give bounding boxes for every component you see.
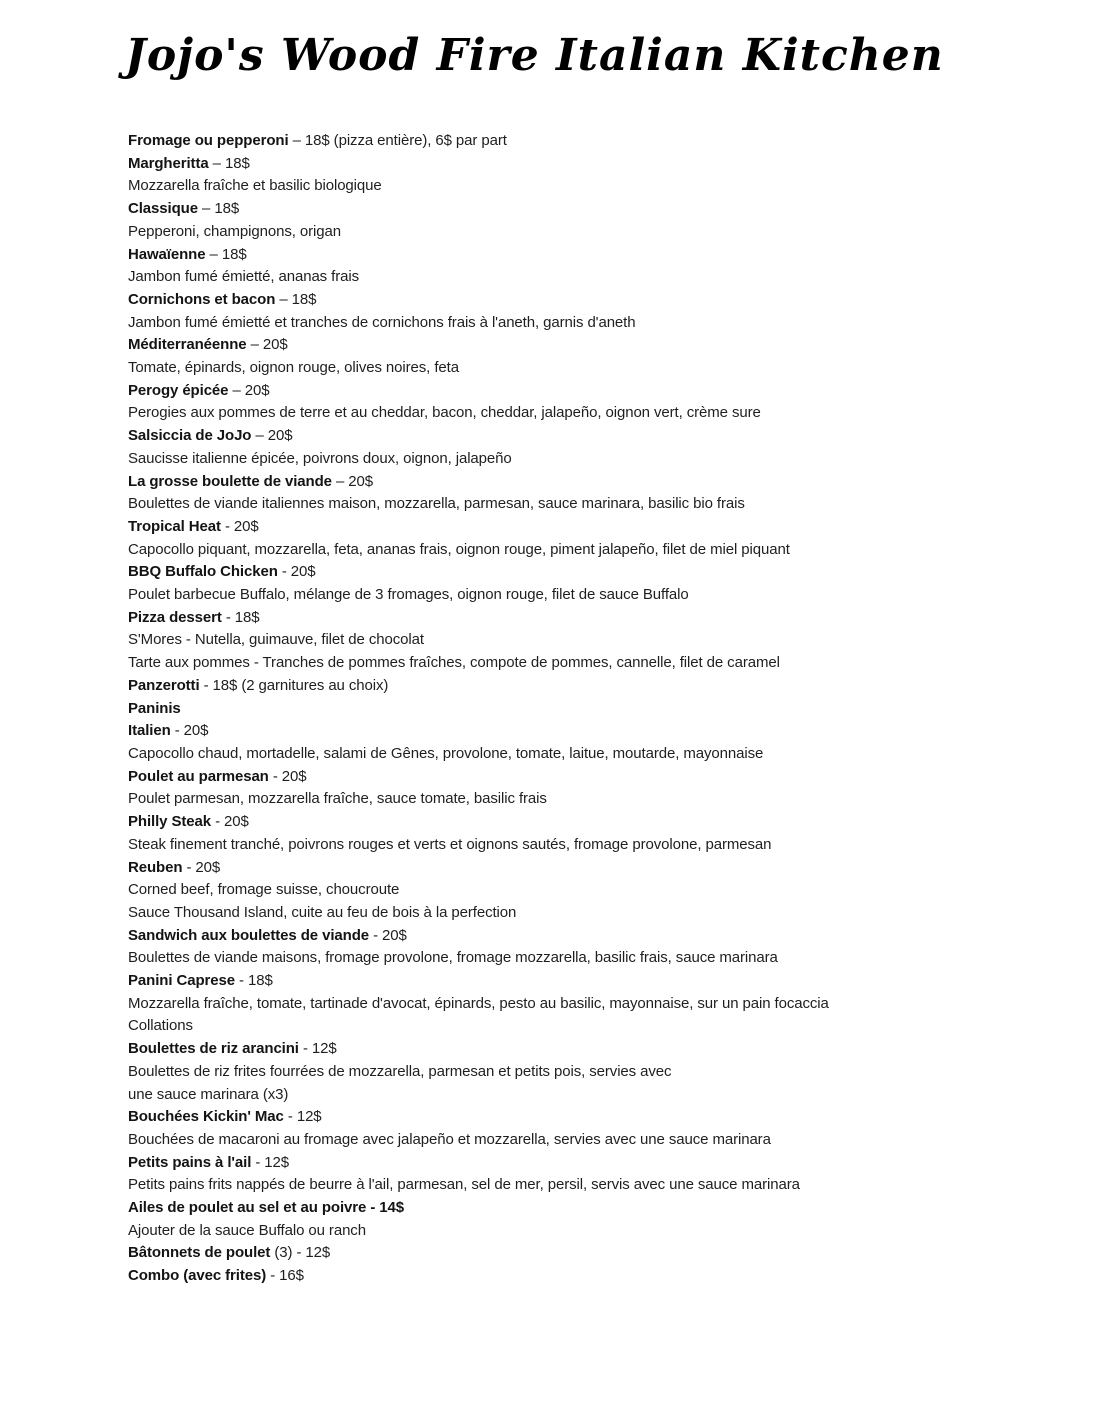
menu-line [128,811,928,834]
menu-line [128,561,928,584]
item-detail: Tarte aux pommes - Tranches de pommes fraîches, compote de pommes, cannelle, filet de caramel [128,654,780,672]
item-detail: Jambon fumé émietté, ananas frais [128,268,359,286]
item-detail: – 18$ [208,154,250,172]
item-detail: - 20$ [268,767,307,785]
menu-line [128,471,928,494]
item-detail: Bouchées de macaroni au fromage avec jalapeño et mozzarella, servies avec une sauce marinara [128,1130,771,1148]
item-name: Perogy épicée [128,381,229,399]
item-detail: – 18$ [197,200,240,218]
menu-line [128,584,928,607]
item-name: Bouchées Kickin' Mac [128,1108,284,1126]
menu-line [128,675,928,698]
item-name: Panzerotti [128,676,200,694]
item-detail: Pepperoni, champignons, origan [128,222,341,240]
menu-line [128,766,928,789]
menu-line [128,130,928,153]
item-name: - 14$ [366,1199,405,1217]
menu-line [128,153,928,176]
menu-line [128,493,928,516]
item-detail: Poulet parmesan, mozzarella fraîche, sauce tomate, basilic frais [128,790,547,808]
menu-line [128,879,928,902]
item-detail: - 18$ [234,972,273,990]
menu-line [128,312,928,335]
menu-line [128,743,928,766]
menu-line [128,402,928,425]
item-detail: - 20$ [277,563,316,581]
item-name: Reuben [128,858,183,876]
menu-line [128,993,928,1016]
menu-line [128,198,928,221]
item-detail: - 20$ [211,813,249,831]
item-detail: - 20$ [220,517,259,535]
menu-line [128,947,928,970]
menu-line [128,1152,928,1175]
item-detail: Boulettes de viande italiennes maison, mozzarella, parmesan, sauce marinara, basilic bio frais [128,495,745,513]
item-detail: - 18$ (2 garnitures au choix) [199,676,389,694]
menu-line [128,629,928,652]
item-detail: Petits pains frits nappés de beurre à l'ail, parmesan, sel de mer, persil, servis avec une sauce marinara [128,1176,800,1194]
menu-line [128,857,928,880]
item-detail: – 18$ (pizza entière), 6$ par part [288,132,507,149]
item-name: Cornichons et bacon [128,290,276,308]
item-name: Pizza dessert [128,608,222,626]
menu-line [128,698,928,721]
item-detail: (3) - 12$ [270,1244,331,1262]
menu-line [128,1061,928,1084]
menu-line [128,902,928,925]
menu-line [128,788,928,811]
menu-line [128,1220,928,1243]
item-detail: - 20$ [170,722,209,740]
menu-line [128,425,928,448]
item-detail: – 20$ [228,381,270,399]
menu-line [128,1106,928,1129]
item-name: Italien [128,722,171,740]
item-detail: Capocollo piquant, mozzarella, feta, ananas frais, oignon rouge, piment jalapeño, filet de miel piquant [128,540,790,558]
menu-line [128,289,928,312]
item-detail: - 16$ [266,1267,304,1285]
item-name: Ailes de poulet au sel et au poivre [128,1199,367,1217]
item-detail: – 20$ [246,336,288,354]
item-name: Méditerranéenne [128,336,247,354]
item-detail: Capocollo chaud, mortadelle, salami de Gênes, provolone, tomate, laitue, moutarde, mayonnaise [128,744,764,762]
menu-line [128,607,928,630]
menu-text-block [128,130,928,1288]
item-name: Bâtonnets de poulet [128,1244,271,1262]
item-name: Panini Caprese [128,972,235,990]
item-detail: Poulet barbecue Buffalo, mélange de 3 fromages, oignon rouge, filet de sauce Buffalo [128,586,689,604]
menu-line [128,244,928,267]
menu-line [128,1174,928,1197]
item-detail: Jambon fumé émietté et tranches de cornichons frais à l'aneth, garnis d'aneth [128,313,636,331]
restaurant-title: Jojo's Wood Fire Italian Kitchen [125,30,944,81]
item-name: Classique [128,200,198,218]
item-name: Sandwich aux boulettes de viande [128,926,370,944]
menu-line [128,380,928,403]
menu-line [128,1265,928,1288]
menu-line [128,221,928,244]
item-detail: Boulettes de riz frites fourrées de mozzarella, parmesan et petits pois, servies avec [128,1062,672,1080]
item-name: La grosse boulette de viande [128,472,332,490]
item-detail: Tomate, épinards, oignon rouge, olives noires, feta [128,359,459,377]
menu-line [128,539,928,562]
item-detail: – 20$ [331,472,374,490]
menu-line [128,1038,928,1061]
item-detail: Boulettes de viande maisons, fromage provolone, fromage mozzarella, basilic frais, sauce marinara [128,949,778,967]
item-detail: - 12$ [298,1040,337,1058]
item-detail: Saucisse italienne épicée, poivrons doux, oignon, jalapeño [128,449,512,467]
item-name: Petits pains à l'ail [128,1153,252,1171]
item-detail: – 18$ [275,290,317,308]
menu-line [128,652,928,675]
menu-line [128,720,928,743]
item-name: Combo (avec frites) [128,1267,267,1285]
item-detail: Collations [128,1017,193,1035]
menu-line [128,175,928,198]
item-detail: Sauce Thousand Island, cuite au feu de bois à la perfection [128,903,517,921]
item-name: Poulet au parmesan [128,767,269,785]
item-name: Margheritta [128,154,209,172]
item-name: Hawaïenne [128,245,206,263]
menu-line [128,1129,928,1152]
item-detail: - 18$ [221,608,260,626]
menu-line [128,516,928,539]
item-name: BBQ Buffalo Chicken [128,563,278,581]
menu-line [128,1015,928,1038]
item-detail: - 12$ [283,1108,322,1126]
item-name: Fromage ou pepperoni [128,132,289,149]
menu-line [128,1242,928,1265]
item-detail: - 20$ [369,926,407,944]
menu-line [128,970,928,993]
item-detail: une sauce marinara (x3) [128,1085,289,1103]
menu-line [128,925,928,948]
menu-line [128,834,928,857]
item-name: Paninis [128,699,181,717]
item-name: Philly Steak [128,813,212,831]
item-detail: – 20$ [251,427,293,445]
item-detail: Steak finement tranché, poivrons rouges et verts et oignons sautés, fromage provolone, parmesan [128,835,772,853]
item-detail: - 12$ [251,1153,290,1171]
menu-line [128,334,928,357]
item-detail: Ajouter de la sauce Buffalo ou ranch [128,1221,366,1239]
menu-line [128,1084,928,1107]
item-detail: – 18$ [205,245,247,263]
menu-line [128,357,928,380]
item-detail: Mozzarella fraîche et basilic biologique [128,177,382,195]
item-name: Tropical Heat [128,517,221,535]
item-name: Boulettes de riz arancini [128,1040,299,1058]
menu-line [128,448,928,471]
item-detail: Mozzarella fraîche, tomate, tartinade d'avocat, épinards, pesto au basilic, mayonnaise, sur un pain focaccia [128,994,829,1012]
item-name: Salsiccia de JoJo [128,427,252,445]
item-detail: Corned beef, fromage suisse, choucroute [128,881,400,899]
item-detail: - 20$ [182,858,221,876]
item-detail: Perogies aux pommes de terre et au cheddar, bacon, cheddar, jalapeño, oignon vert, crème sure [128,404,761,422]
menu-line [128,1197,928,1220]
menu-line [128,266,928,289]
item-detail: S'Mores - Nutella, guimauve, filet de chocolat [128,631,424,649]
